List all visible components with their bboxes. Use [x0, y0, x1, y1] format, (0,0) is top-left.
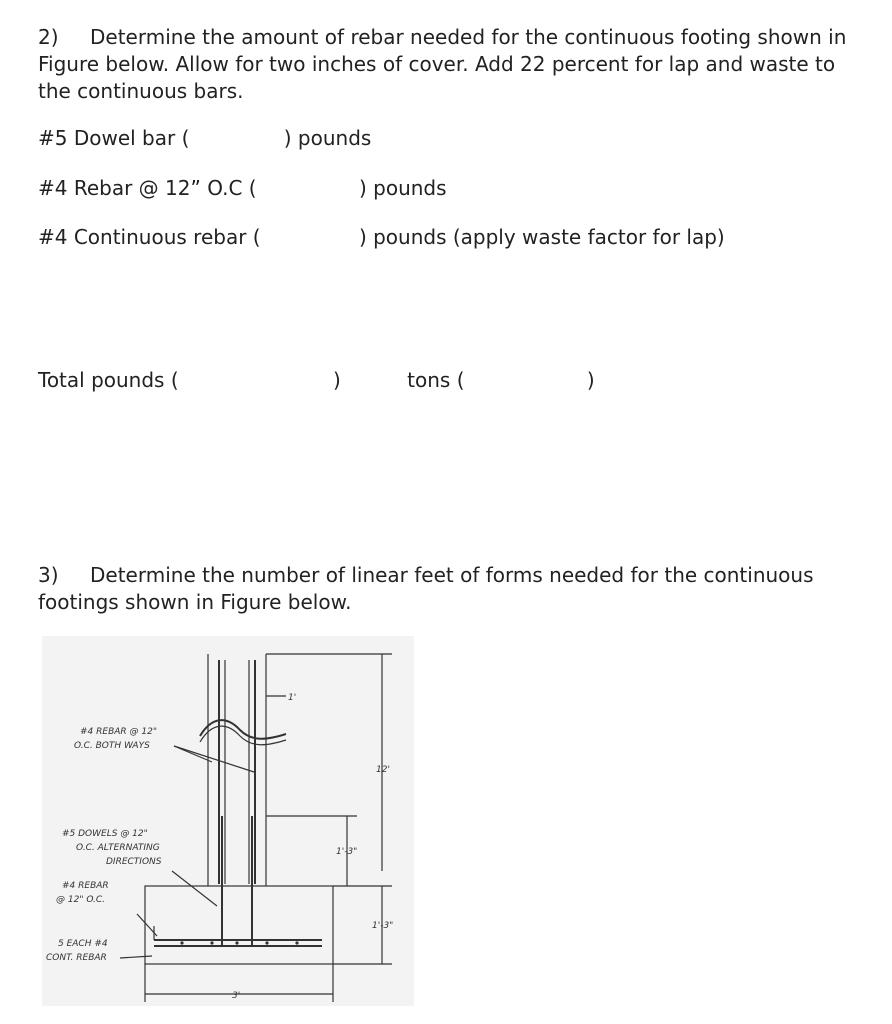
dim-footing: 1'-3" [372, 921, 394, 931]
question-3-text: Determine the number of linear feet of forms needed for the continuous footings shown in Figure below. [38, 563, 814, 614]
dim-width: 3' [232, 991, 241, 1001]
leader-cont [120, 956, 152, 958]
continuous-unit: ) pounds (apply waste factor for lap) [358, 225, 725, 249]
label-dowels-1: #5 DOWELS @ 12" [62, 829, 148, 839]
question-3-number: 3) [38, 563, 59, 587]
question-2-text: Determine the amount of rebar needed for the continuous footing shown in Figure below. Allow for two inches of cover. Add 22 percent for lap and waste to the continuous bars. [38, 25, 847, 103]
cont-bar-dot-1 [180, 941, 183, 944]
rebar-label: #4 Rebar @ 12” O.C ( [38, 176, 257, 200]
leader-rebar-2 [174, 746, 254, 772]
question-2 [38, 24, 873, 105]
total-line [38, 368, 595, 392]
dowel-label: #5 Dowel bar ( [38, 126, 190, 150]
tons-close: ) [586, 368, 595, 392]
footing-outline [145, 886, 333, 964]
cont-bar-dot-4 [265, 941, 268, 944]
label-cont-1: 5 EACH #4 [58, 939, 108, 949]
dowel-line [38, 126, 371, 150]
rebar-line [38, 176, 447, 200]
label-footrebar-2: @ 12" O.C. [56, 895, 106, 905]
continuous-line [38, 225, 725, 249]
cont-bar-dot-3 [235, 941, 238, 944]
leader-footrebar [137, 914, 157, 936]
label-rebar-2: O.C. BOTH WAYS [74, 741, 150, 751]
label-dowels-2: O.C. ALTERNATING [76, 843, 160, 853]
label-rebar-1: #4 REBAR @ 12" [80, 727, 157, 737]
rebar-unit: ) pounds [358, 176, 447, 200]
label-footrebar-1: #4 REBAR [62, 881, 109, 891]
question-3 [38, 562, 873, 616]
tons-label: tons ( [407, 368, 465, 392]
label-dowels-3: DIRECTIONS [106, 857, 162, 867]
leader-dowels [172, 871, 217, 906]
dim-height: 12' [376, 765, 390, 775]
dim-wall: 1' [288, 693, 297, 703]
total-label: Total pounds ( [38, 368, 179, 392]
break-line-2 [200, 726, 286, 745]
break-line [200, 720, 286, 739]
cont-bar-dot-5 [295, 941, 298, 944]
footing-figure [42, 636, 414, 1006]
total-close: ) [332, 368, 341, 392]
footing-diagram [42, 636, 414, 1006]
label-cont-2: CONT. REBAR [46, 953, 107, 963]
question-2-number: 2) [38, 25, 59, 49]
dowel-unit: ) pounds [283, 126, 372, 150]
continuous-label: #4 Continuous rebar ( [38, 225, 261, 249]
cont-bar-dot-2 [210, 941, 213, 944]
dim-dowel: 1'-3" [336, 847, 358, 857]
